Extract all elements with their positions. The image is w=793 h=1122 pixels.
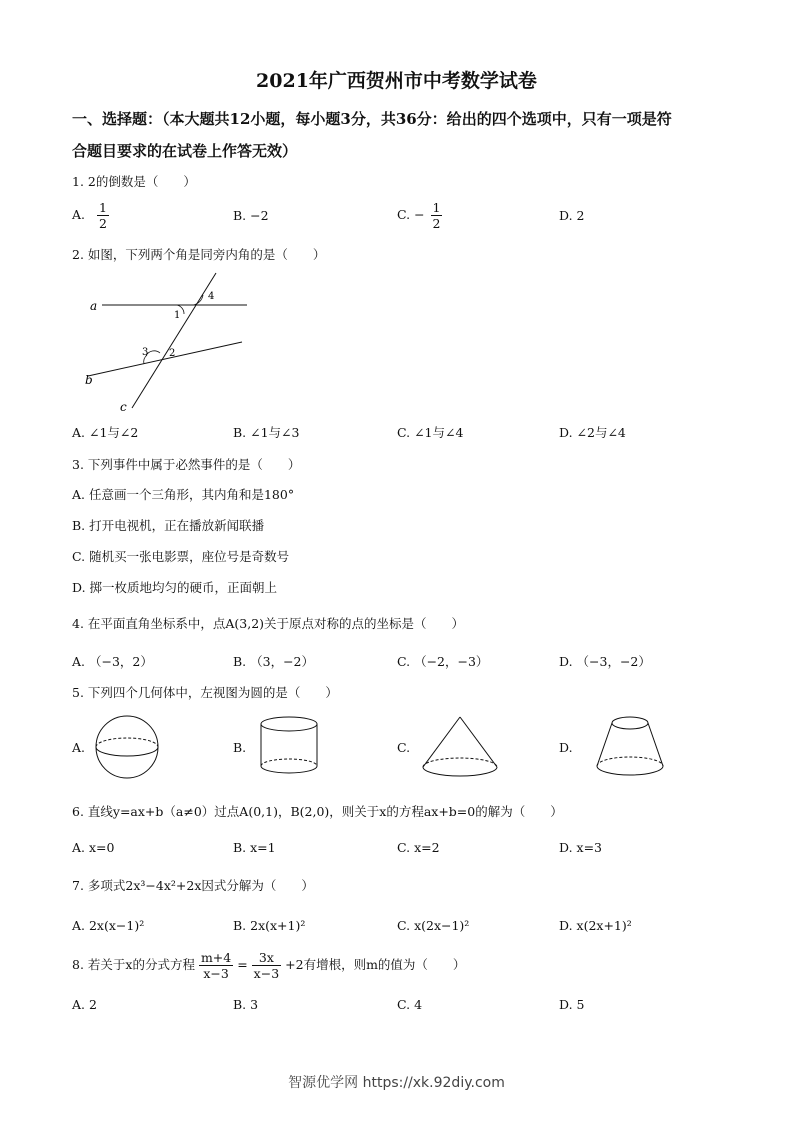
footer-watermark: 智源优学网 https://xk.92diy.com bbox=[288, 1075, 505, 1091]
label-3: 3 bbox=[142, 347, 149, 358]
q8-stem bbox=[72, 950, 465, 981]
q3-option-a: A. 任意画一个三角形，其内角和是180° bbox=[72, 487, 295, 502]
q4-stem: 4. 在平面直角坐标系中，点A(3,2)关于原点对称的点的坐标是（ ） bbox=[72, 616, 465, 631]
section-heading-line2: 合题目要求的在试卷上作答无效） bbox=[72, 142, 298, 160]
q1-option-a-fraction bbox=[97, 200, 109, 231]
q1-option-c-label: C. − bbox=[397, 207, 425, 222]
section-heading-line1: 一、选择题：（本大题共12小题，每小题3分，共36分：给出的四个选项中，只有一项是符 bbox=[72, 110, 672, 128]
q7-option-a: A. 2x(x−1)² bbox=[72, 918, 145, 933]
q2-option-b: B. ∠1与∠3 bbox=[233, 425, 300, 440]
q4-option-d: D. （−3，−2） bbox=[559, 654, 651, 669]
q1-c-denominator: 2 bbox=[432, 216, 441, 231]
sphere-icon bbox=[90, 712, 170, 782]
q5-option-b-label: B. bbox=[233, 740, 247, 755]
q2-figure bbox=[80, 268, 260, 418]
q1-c-numerator: 1 bbox=[432, 200, 441, 215]
q8-lhs-fraction bbox=[199, 950, 233, 981]
label-b: b bbox=[85, 373, 93, 387]
q8-lhs-numerator: m+4 bbox=[200, 950, 232, 965]
q7-option-c: C. x(2x−1)² bbox=[397, 918, 470, 933]
label-a: a bbox=[90, 299, 98, 313]
label-4: 4 bbox=[208, 291, 215, 302]
q3-option-b: B. 打开电视机，正在播放新闻联播 bbox=[72, 518, 265, 533]
q7-option-d: D. x(2x+1)² bbox=[559, 918, 632, 933]
cylinder-icon bbox=[255, 712, 335, 782]
q7-option-b: B. 2x(x+1)² bbox=[233, 918, 306, 933]
q1-option-b: B. −2 bbox=[233, 208, 269, 223]
q8-stem-pre: 8. 若关于x的分式方程 bbox=[72, 957, 195, 972]
q5-option-c-label: C. bbox=[397, 740, 411, 755]
q8-option-c: C. 4 bbox=[397, 997, 423, 1012]
q6-option-b: B. x=1 bbox=[233, 840, 276, 855]
q1-option-c-fraction bbox=[431, 200, 443, 231]
q4-option-a: A. （−3，2） bbox=[72, 654, 153, 669]
label-c: c bbox=[120, 400, 127, 414]
q8-stem-post: +2有增根，则m的值为（ ） bbox=[285, 957, 466, 972]
q8-rhs-denominator: x−3 bbox=[253, 966, 280, 981]
q2-option-c: C. ∠1与∠4 bbox=[397, 425, 464, 440]
q1-stem: 1. 2的倒数是（ ） bbox=[72, 174, 196, 189]
q4-option-c: C. （−2，−3） bbox=[397, 654, 489, 669]
q6-stem: 6. 直线y=ax+b（a≠0）过点A(0,1)，B(2,0)，则关于x的方程ax+b=0的解为（ ） bbox=[72, 804, 563, 819]
q6-option-c: C. x=2 bbox=[397, 840, 440, 855]
label-1: 1 bbox=[174, 310, 181, 321]
q3-option-c: C. 随机买一张电影票，座位号是奇数号 bbox=[72, 549, 290, 564]
q6-option-d: D. x=3 bbox=[559, 840, 602, 855]
q7-stem: 7. 多项式2x³−4x²+2x因式分解为（ ） bbox=[72, 878, 314, 893]
q8-rhs-numerator: 3x bbox=[252, 950, 281, 966]
q1-option-a bbox=[72, 200, 109, 231]
line-b bbox=[88, 342, 242, 376]
q1-a-denominator: 2 bbox=[99, 216, 107, 231]
label-2: 2 bbox=[169, 348, 176, 359]
line-c bbox=[132, 273, 216, 408]
q1-option-c bbox=[397, 200, 442, 231]
q6-option-a: A. x=0 bbox=[72, 840, 115, 855]
q4-option-b: B. （3，−2） bbox=[233, 654, 315, 669]
q8-option-b: B. 3 bbox=[233, 997, 259, 1012]
q5-stem: 5. 下列四个几何体中，左视图为圆的是（ ） bbox=[72, 685, 338, 700]
q8-rhs-fraction bbox=[252, 950, 281, 981]
q2-stem: 2. 如图，下列两个角是同旁内角的是（ ） bbox=[72, 247, 326, 262]
q5-option-d-label: D. bbox=[559, 740, 573, 755]
q2-option-d: D. ∠2与∠4 bbox=[559, 425, 626, 440]
frustum-icon bbox=[590, 710, 675, 782]
q8-equals: = bbox=[237, 957, 248, 972]
q1-option-a-label: A. bbox=[72, 207, 86, 222]
page-title: 2021年广西贺州市中考数学试卷 bbox=[256, 70, 537, 92]
q5-option-a-label: A. bbox=[72, 740, 86, 755]
q8-option-d: D. 5 bbox=[559, 997, 585, 1012]
q3-stem: 3. 下列事件中属于必然事件的是（ ） bbox=[72, 457, 301, 472]
q3-option-d: D. 掷一枚质地均匀的硬币，正面朝上 bbox=[72, 580, 278, 595]
q8-option-a: A. 2 bbox=[72, 997, 97, 1012]
q2-option-a: A. ∠1与∠2 bbox=[72, 425, 139, 440]
q1-a-numerator: 1 bbox=[99, 200, 107, 215]
cone-icon bbox=[415, 712, 505, 782]
q1-option-d: D. 2 bbox=[559, 208, 585, 223]
q8-lhs-denominator: x−3 bbox=[203, 966, 229, 981]
